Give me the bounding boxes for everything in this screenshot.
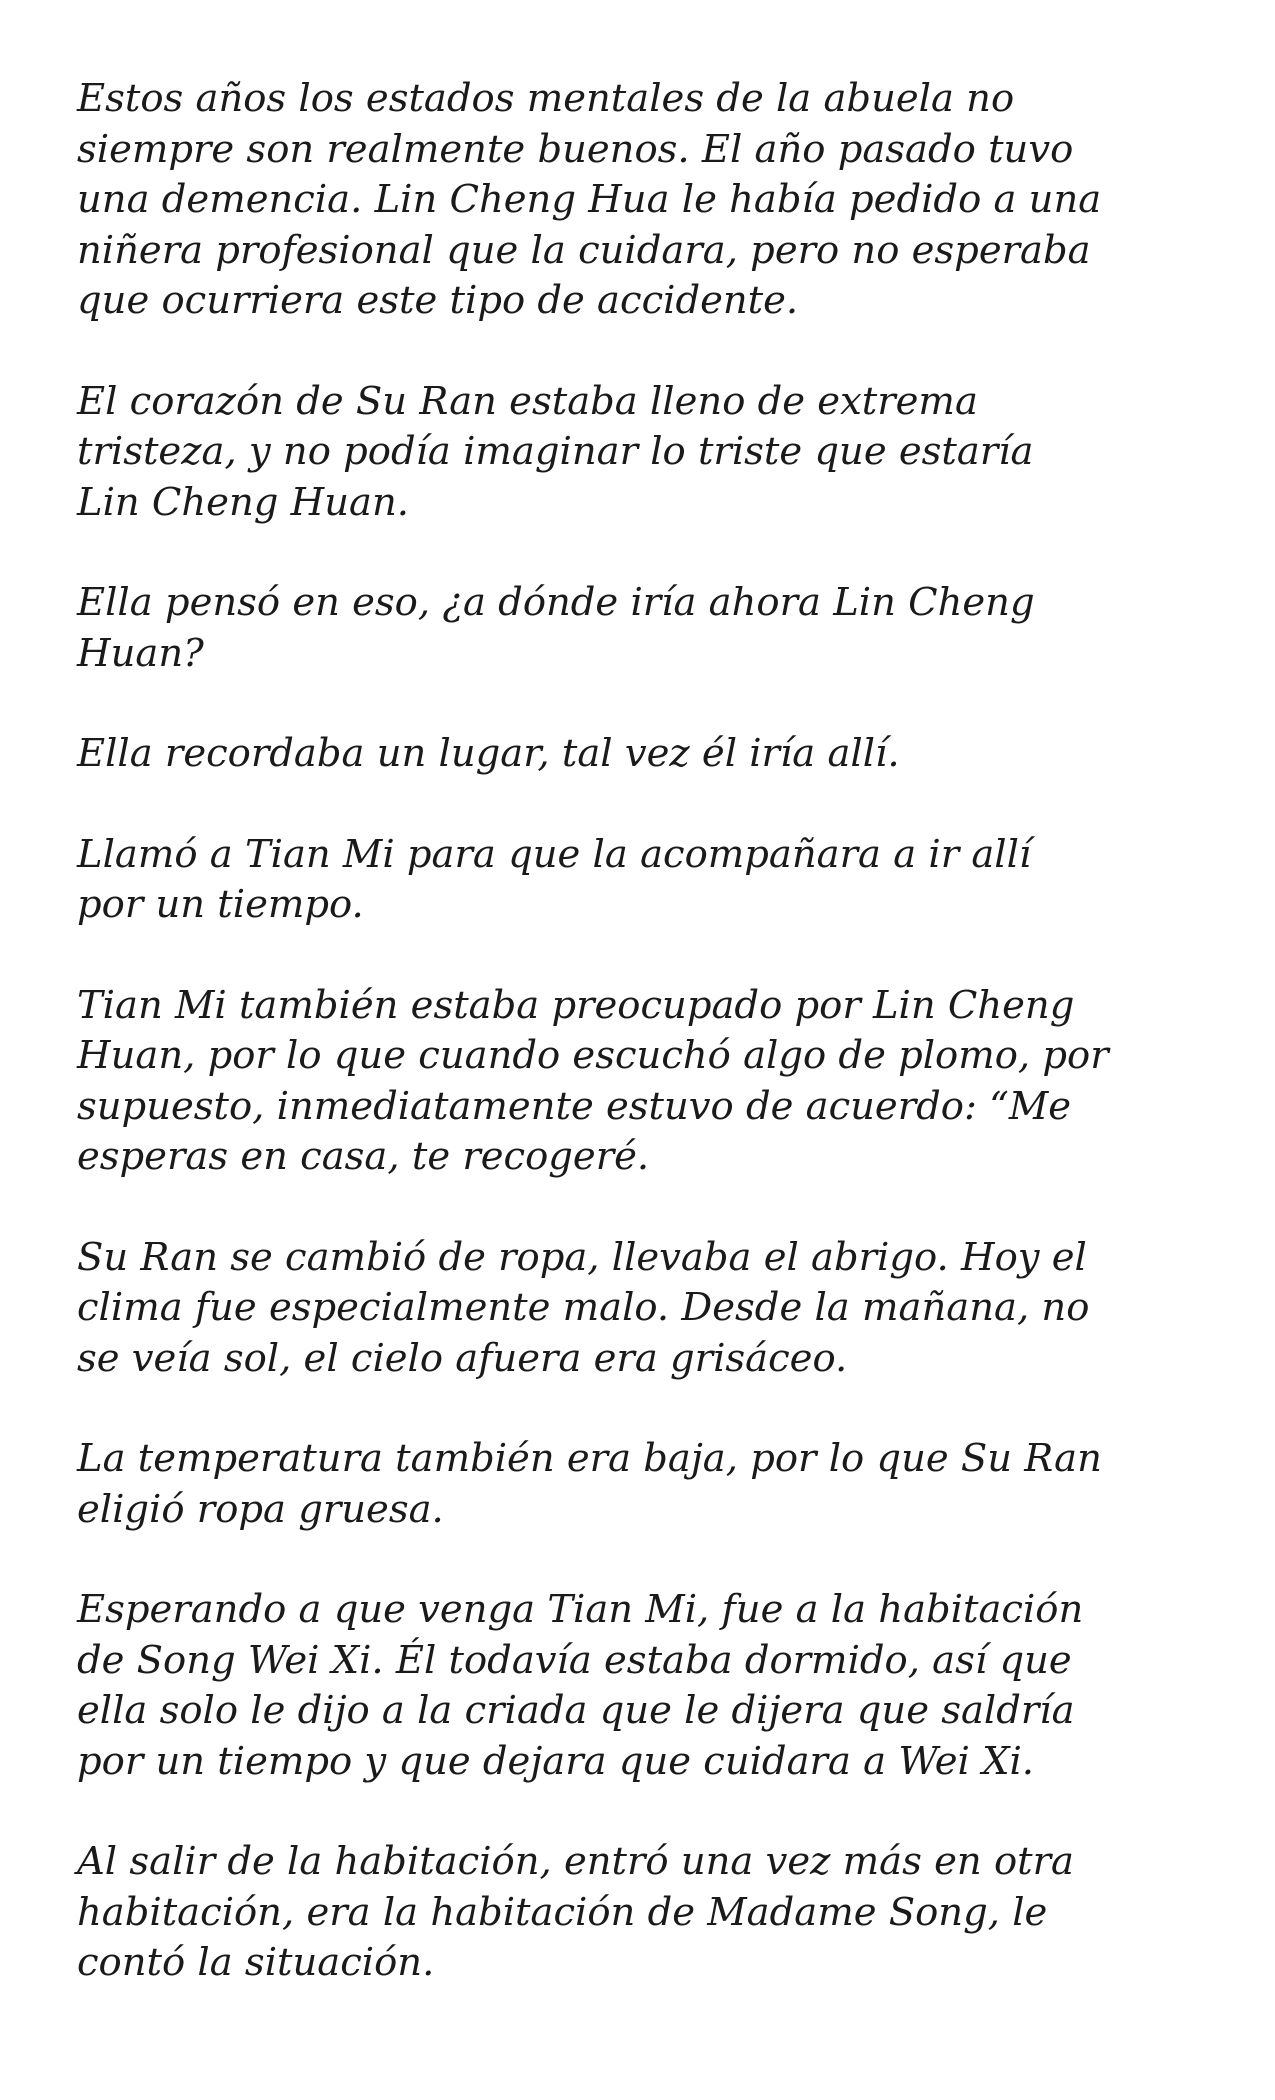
text-line: Su Ran se cambió de ropa, llevaba el abrigo. Hoy el xyxy=(77,1234,1087,1280)
text-line: Llamó a Tian Mi para que la acompañara a ir allí xyxy=(77,831,1032,877)
text-line: Huan? xyxy=(77,630,204,676)
paragraph xyxy=(77,578,1217,679)
text-line: Ella pensó en eso, ¿a dónde iría ahora Lin Cheng xyxy=(77,580,1035,625)
text-line: eligió ropa gruesa. xyxy=(77,1486,444,1532)
text-line: El corazón de Su Ran estaba lleno de extrema xyxy=(77,378,978,424)
text-line: de Song Wei Xi. Él todavía estaba dormido, así que xyxy=(77,1637,1072,1683)
text-line: tristeza, y no podía imaginar lo triste que estaría xyxy=(77,429,1034,474)
text-line: Al salir de la habitación, entró una vez más en otra xyxy=(77,1839,1074,1884)
text-line: ella solo le dijo a la criada que le dijera que saldría xyxy=(77,1688,1075,1733)
text-line: se veía sol, el cielo afuera era grisáceo. xyxy=(77,1335,848,1381)
text-line: habitación, era la habitación de Madame Song, le xyxy=(77,1889,1048,1935)
text-line: Estos años los estados mentales de la abuela no xyxy=(77,76,1015,121)
paragraph xyxy=(77,1837,1217,1989)
text-line: Tian Mi también estaba preocupado por Lin Cheng xyxy=(77,982,1075,1028)
text-line: Ella recordaba un lugar, tal vez él iría allí. xyxy=(77,731,900,776)
text-line: supuesto, inmediatamente estuvo de acuerdo: “Me xyxy=(77,1083,1072,1129)
text-line: por un tiempo. xyxy=(77,882,364,927)
text-line: niñera profesional que la cuidara, pero no esperaba xyxy=(77,227,1091,273)
paragraph xyxy=(77,830,1217,931)
paragraph xyxy=(77,377,1217,529)
text-line: clima fue especialmente malo. Desde la mañana, no xyxy=(77,1285,1090,1330)
paragraph xyxy=(77,1434,1217,1535)
text-line: La temperatura también era baja, por lo que Su Ran xyxy=(77,1436,1102,1481)
text-line: una demencia. Lin Cheng Hua le había pedido a una xyxy=(77,177,1102,222)
text-line: esperas en casa, te recogeré. xyxy=(77,1134,650,1179)
text-line: siempre son realmente buenos. El año pasado tuvo xyxy=(77,126,1074,172)
document-body xyxy=(77,74,1217,2039)
text-line: que ocurriera este tipo de accidente. xyxy=(77,278,799,323)
text-line: Esperando a que venga Tian Mi, fue a la habitación xyxy=(77,1587,1084,1632)
paragraph xyxy=(77,981,1217,1183)
text-line: por un tiempo y que dejara que cuidara a Wei Xi. xyxy=(77,1738,1035,1784)
paragraph xyxy=(77,729,1217,780)
text-line: contó la situación. xyxy=(77,1940,435,1985)
paragraph xyxy=(77,74,1217,327)
paragraph xyxy=(77,1585,1217,1787)
paragraph xyxy=(77,1233,1217,1385)
text-line: Huan, por lo que cuando escuchó algo de plomo, por xyxy=(77,1033,1109,1078)
text-line: Lin Cheng Huan. xyxy=(77,479,409,525)
